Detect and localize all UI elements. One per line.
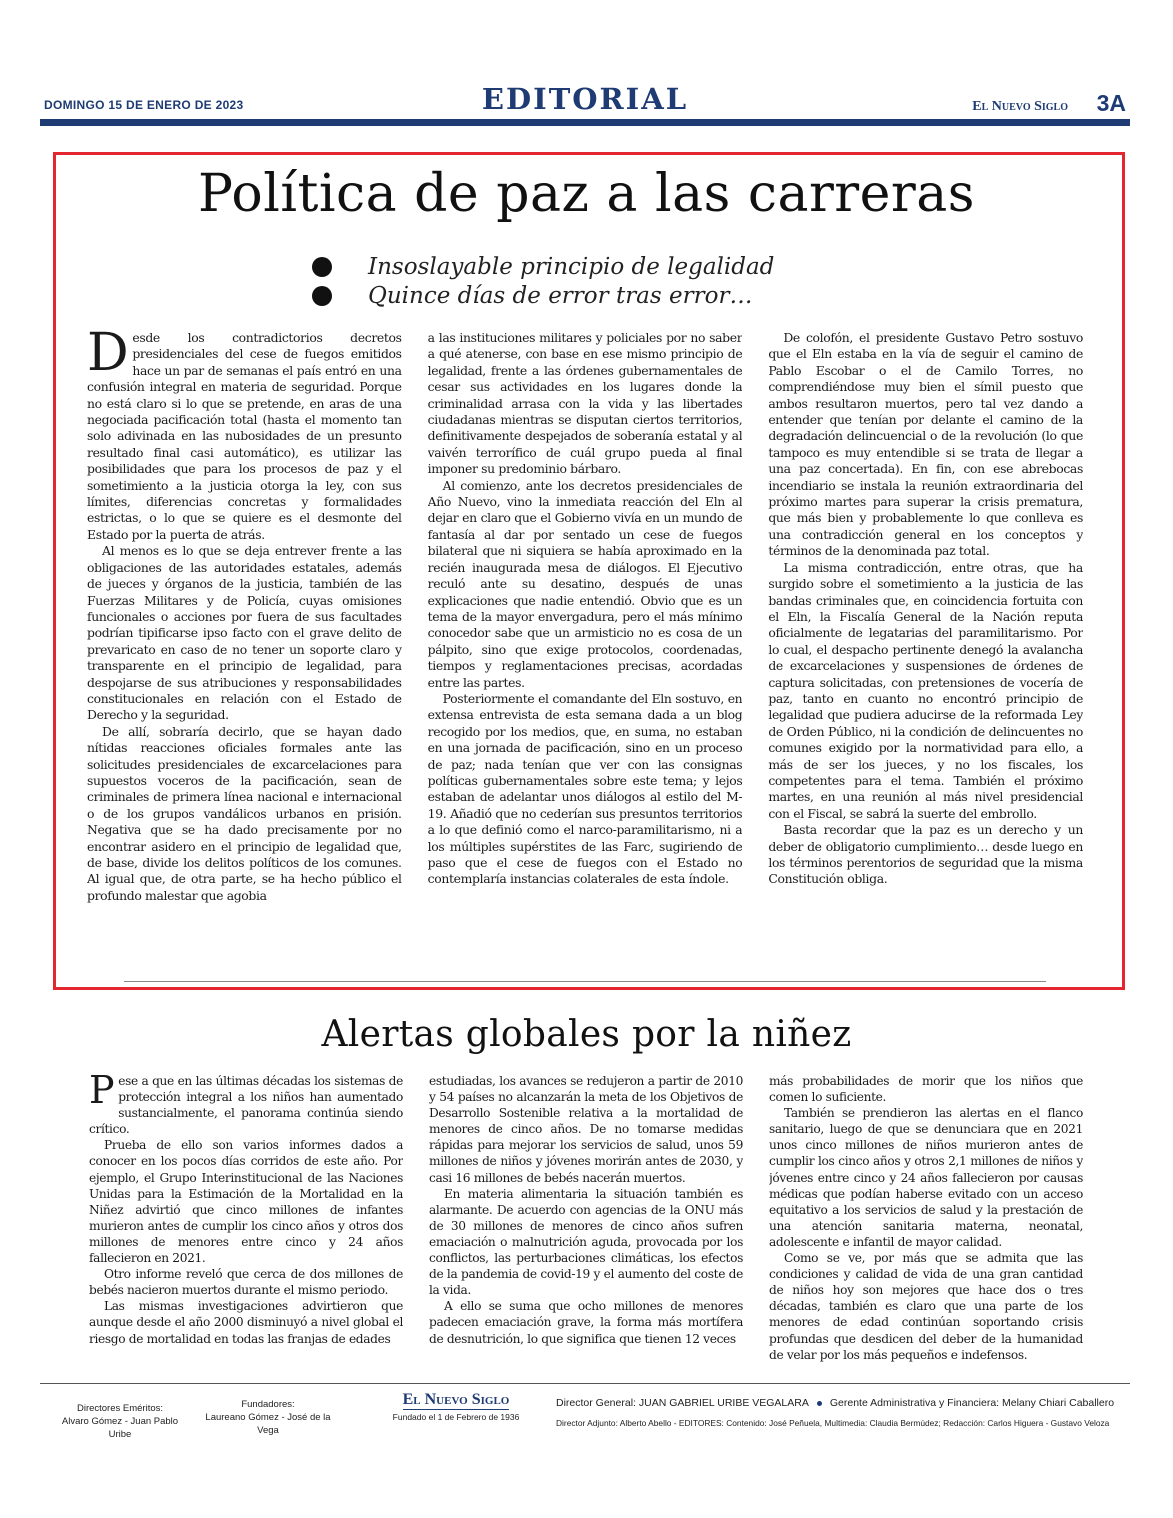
paragraph: De colofón, el presidente Gustavo Petro sostuvo que el Eln estaba en la vía de seguir el camino de Pablo Escobar o el de Camilo Torres, no comprendiéndose muy bien el símil puesto que ambos resultaron muertos, pero tal vez dando a entender que tenían por delante el camino de la degradación delincuencial o de la revolución (lo que tampoco es muy entendible si se trata de llegar a una paz concertada). En fin, con ese abrebocas incendiario se instala la reunión extraordinaria del próximo martes para superar la crisis prematura, que más bien y probablemente lo que conlleva es una contradicción general en los conceptos y términos de la denominada paz total. xyxy=(768,330,1083,559)
article-column-3 xyxy=(769,1073,1083,1373)
emeritus-names: Alvaro Gómez - Juan Pablo Uribe xyxy=(61,1416,179,1440)
paragraph: También se prendieron las alertas en el flanco sanitario, luego de que se denunciara que en 2021 unos cinco millones de niños murieron antes de cumplir los cinco años y otros 2,1 millones de niños y jóvenes entre cinco y 24 años fallecieron por causas médicas que podían haberse evitado con un acceso equitativo a los servicios de salud y la prestación de una atención sanitaria materna, neonatal, adolescente e infantil de mayor calidad. xyxy=(769,1106,1083,1249)
footer-divider xyxy=(40,1383,1130,1384)
article-title: Alertas globales por la niñez xyxy=(321,1014,852,1055)
article-body xyxy=(89,1073,1083,1373)
emeritus-directors xyxy=(55,1402,185,1441)
editorial-body xyxy=(87,330,1083,960)
director-general: Director General: JUAN GABRIEL URIBE VEGALARA xyxy=(556,1397,809,1409)
drop-cap: D xyxy=(87,330,129,383)
paragraph: Al menos es lo que se deja entrever frente a las obligaciones de las autoridades estatales, además de jueces y órganos de la justicia, también de las Fuerzas Militares y de Policía, cuyas omisiones funcionales o acciones por fuera de sus facultades podrían tipificarse ipso facto con el grave delito de prevaricato en caso de no tener un soporte claro y transparente en el principio de legalidad, para despojarse de sus atribuciones y responsabilidades constitucionales en relación con el Estado de Derecho y la seguridad. xyxy=(87,543,402,723)
founded-date: Fundado el 1 de Febrero de 1936 xyxy=(392,1412,520,1422)
paragraph: La misma contradicción, entre otras, que ha surgido sobre el sometimiento a la justicia de las bandas criminales que, en coincidencia fortuita con el Eln, la Fiscalía General de la Nación reputa oficialmente de legatarias del paramilitarismo. Por lo cual, el despacho pertinente denegó la avalancha de excarcelaciones y suspensiones de órdenes de captura solicitadas, con pretensiones de vocería de paz, tanto en cuanto no encontró principio de legalidad que pudiera aducirse de la reformada Ley de Orden Público, ni la condición de delincuentes no comunes exigido por la normatividad para ello, a más de ser los jueces, y no los fiscales, los competentes para el tema. También el próximo martes, en una reunión al más nivel presidencial con el Fiscal, se sabrá la suerte del embrollo. xyxy=(768,559,1083,821)
page-header xyxy=(40,80,1130,126)
footer-directors xyxy=(556,1397,1126,1409)
divider xyxy=(124,981,1046,982)
bullet-icon xyxy=(312,286,332,306)
footer-staff: Director Adjunto: Alberto Abello - EDITORES: Contenido: José Peñuela, Multimedia: Claudia Bermúdez; Redacción: Carlos Higuera - Gustavo Veloza xyxy=(556,1418,1110,1428)
paragraph: De allí, sobraría decirlo, que se hayan dado nítidas reacciones oficiales formales ante las solicitudes presidenciales de excarcelaciones para supuestos voceros de la pacificación, sean de criminales de primera línea nacional e internacional o de los grupos vandálicos urbanos en prisión. Negativa que se ha dado precisamente por no encontrar asidero en el principio de legalidad que, de base, divide los delitos políticos de los comunes. Al igual que, de otra parte, se ha hecho público el profundo malestar que agobia xyxy=(87,723,402,903)
drop-cap: P xyxy=(89,1073,115,1112)
editorial-column-1 xyxy=(87,330,402,960)
subhead-1 xyxy=(312,252,912,281)
paragraph: Las mismas investigaciones advirtieron que aunque desde el año 2000 disminuyó a nivel global el riesgo de mortalidad en todas las franjas de edades xyxy=(89,1299,403,1346)
paragraph: A ello se suma que ocho millones de menores padecen emaciación grave, la forma más mortífera de desnutrición, lo que significa que tienen 12 veces xyxy=(429,1299,743,1346)
paragraph: Pese a que en las últimas décadas los sistemas de protección integral a los niños han aumentado sustancialmente, el panorama continúa siendo crítico. xyxy=(89,1073,403,1137)
editorial-column-3 xyxy=(768,330,1083,960)
editorial-title: Política de paz a las carreras xyxy=(198,164,975,224)
founders-label: Fundadores: xyxy=(241,1399,295,1410)
paragraph: Basta recordar que la paz es un derecho y un deber de obligatorio cumplimiento… desde luego en los términos perentorios de seguridad que la misma Constitución obliga. xyxy=(768,822,1083,887)
emeritus-label: Directores Eméritos: xyxy=(76,1403,164,1414)
founders-names: Laureano Gómez - José de la Vega xyxy=(205,1412,331,1436)
header-date: DOMINGO 15 DE ENERO DE 2023 xyxy=(44,98,244,112)
paragraph: Otro informe reveló que cerca de dos millones de bebés nacieron muertos durante el mismo periodo. xyxy=(89,1267,403,1298)
general-manager: Gerente Administrativa y Financiera: Melany Chiari Caballero xyxy=(829,1397,1115,1409)
separator-dot-icon xyxy=(817,1401,822,1406)
article-column-1 xyxy=(89,1073,403,1373)
article-column-2 xyxy=(429,1073,743,1373)
header-bar xyxy=(40,119,1130,126)
paragraph: Desde los contradictorios decretos presidenciales del cese de fuegos emitidos hace un par de semanas el país entró en una confusión integral en materia de seguridad. Porque no está claro si lo que se pretende, en aras de una negociada pacificación total (hasta el momento tan solo adivinada en las nubosidades de un presunto resultado final casi automático), es utilizar las posibilidades que para los procesos de paz y el sometimiento a la justicia otorga la ley, con sus límites, diferencias concretas y formalidades estrictas, o lo que se quiere es el desmonte del Estado por la puerta de atrás. xyxy=(87,330,402,542)
paragraph: En materia alimentaria la situación también es alarmante. De acuerdo con agencias de la ONU más de 30 millones de menores de cinco años sufren emaciación o malnutrición aguda, provocada por los conflictos, las perturbaciones climáticas, los efectos de la pandemia de covid-19 y el aumento del coste de la vida. xyxy=(429,1186,743,1298)
paragraph: estudiadas, los avances se redujeron a partir de 2010 y 54 países no alcanzarán la meta de los Objetivos de Desarrollo Sostenible relativa a la mortalidad de menores de cinco años. De no tomarse medidas rápidas para mejorar los servicios de salud, unos 59 millones de niños y jóvenes morirán antes de 2030, y casi 16 millones de bebés nacerán muertos. xyxy=(429,1074,743,1185)
founders xyxy=(198,1398,338,1437)
editorial-subheads xyxy=(312,252,912,310)
footer-logo: El Nuevo Siglo xyxy=(402,1391,510,1408)
paper-name: El Nuevo Siglo xyxy=(972,99,1068,114)
bullet-icon xyxy=(312,257,332,277)
subhead-text: Insoslayable principio de legalidad xyxy=(368,253,775,280)
paragraph: Como se ve, por más que se admita que las condiciones y calidad de vida de una gran cantidad de niños hoy son mejores que hace dos o tres décadas, también es claro que una parte de los menores de edad continúan soportando crisis profundas que desdicen del deber de la humanidad de velar por los más pequeños e indefensos. xyxy=(769,1251,1083,1362)
paragraph: Posteriormente el comandante del Eln sostuvo, en extensa entrevista de esta semana dada a un blog recogido por los medios, que, en suma, no estaban en una jornada de pacificación, sino en un proceso de paz; nada tenían que ver con las consignas políticas gubernamentales sobre este tema; y lejos estaban de adelantar unos diálogos al estilo del M-19. Añadió que no cederían sus presuntos territorios a lo que definió como el narco-paramilitarismo, ni a los múltiples supérstites de las Farc, sugiriendo de paso que el cese de fuegos con el Estado no contemplaría instancias colaterales de esta índole. xyxy=(427,690,743,887)
paragraph: Al comienzo, ante los decretos presidenciales de Año Nuevo, vino la inmediata reacción del Eln al dejar en claro que el Gobierno vivía en un mundo de fantasía al dar por sentado un cese de fuegos bilateral que ni siquiera se había aproximado en la recién inaugurada mesa de diálogos. El Ejecutivo reculó ante su desatino, después de unas explicaciones que nadie entendió. Obvio que es un tema de la mayor envergadura, pero el más mínimo conocedor sabe que un armisticio no es cosa de un pálpito, sino que exige protocolos, coordenadas, tiempos y reglamentaciones precisas, acordadas entre las partes. xyxy=(427,477,743,690)
paragraph: Prueba de ello son varios informes dados a conocer en los pocos días corridos de este año. Por ejemplo, el Grupo Interinstitucional de las Naciones Unidas para la Estimación de la Mortalidad en la Niñez advirtió que cinco millones de infantes murieron antes de cumplir los cinco años y otros dos millones de menores entre cinco y 24 años fallecieron en 2021. xyxy=(89,1138,403,1266)
section-title: EDITORIAL xyxy=(481,82,689,116)
subhead-2 xyxy=(312,281,912,310)
paragraph: más probabilidades de morir que los niños que comen lo suficiente. xyxy=(769,1074,1083,1105)
footer-masthead xyxy=(386,1393,526,1424)
editorial-column-2 xyxy=(428,330,743,960)
subhead-text: Quince días de error tras error… xyxy=(368,282,753,309)
paragraph: a las instituciones militares y policiales por no saber a qué atenerse, con base en ese mismo principio de legalidad, frente a las órdenes gubernamentales de cesar sus actividades en los lugares donde la criminalidad arrasa con la vida y las libertades ciudadanas mientras se disputan ciertos territorios, definitivamente despejados de soberanía estatal y al vaivén terrorífico de cuál grupo pueda al final imponer su predominio bárbaro. xyxy=(427,330,743,477)
page-number: 3A xyxy=(1096,90,1126,116)
